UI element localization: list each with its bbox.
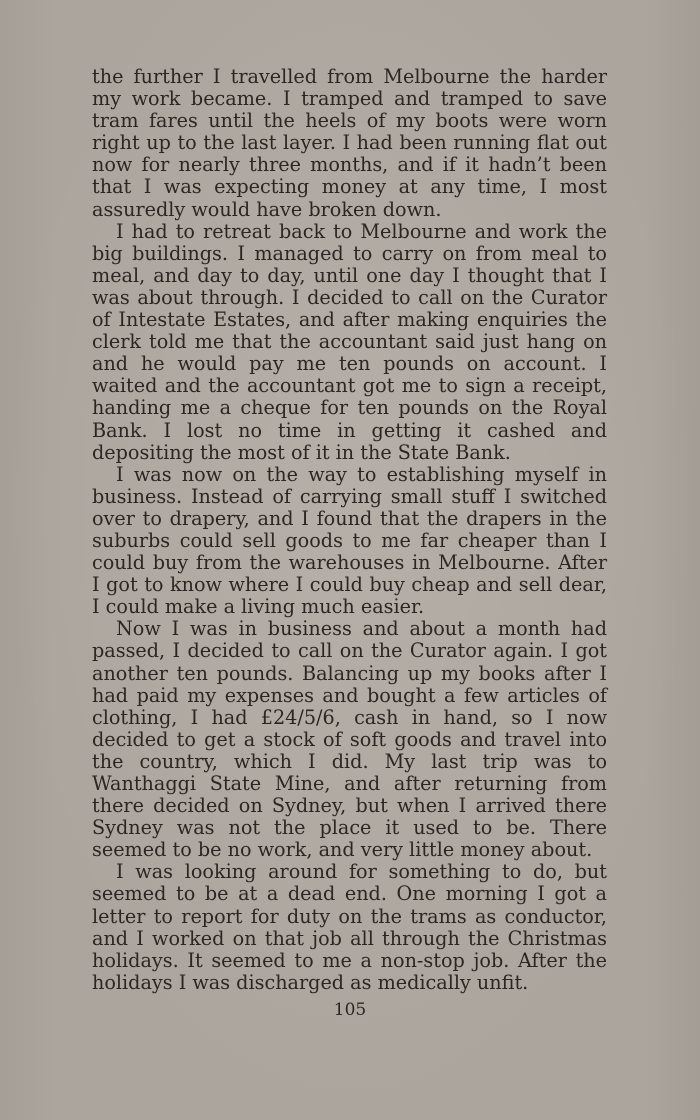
paragraph-4: Now I was in business and about a month had passed, I decided to call on the Curator again. I got another ten pounds. Balancing up my books after I had paid my expenses and bought a few articles of clothing, I had £24/5/6, cash in hand, so I now decided to get a stock of soft goods and travel into the country, which I did. My last trip was to Wanthaggi State Mine, and after returning from there decided on Sydney, but when I arrived there Sydney was not the place it used to be. There seemed to be no work, and very little money about.	[92, 617, 607, 862]
paragraph-2: I had to retreat back to Melbourne and work the big buildings. I managed to carry on from meal to meal, and day to day, until one day I thought that I was about through. I decided to call on the Curator of Intestate Estates, and after making enquiries the clerk told me that the accountant said just hang on and he would pay me ten pounds on account. I waited and the accountant got me to sign a receipt, handing me a cheque for ten pounds on the Royal Bank. I lost no time in getting it cashed and depositing the most of it in the State Bank.	[92, 219, 607, 464]
paragraph-5: I was looking around for something to do, but seemed to be at a dead end. One morning I got a letter to report for duty on the trams as conductor, and I worked on that job all through the Christmas holidays. It seemed to me a non-stop job. After the holidays I was discharged as medically unfit.	[92, 860, 607, 994]
paragraph-3: I was now on the way to establishing myself in business. Instead of carrying small stuff I switched over to drapery, and I found that the drapers in the suburbs could sell goods to me far cheaper than I could buy from the warehouses in Melbourne. After I got to know where I could buy cheap and sell dear, I could make a living much easier.	[92, 462, 607, 619]
paragraph-1: the further I travelled from Melbourne the harder my work became. I tramped and tramped to save tram fares until the heels of my boots were worn right up to the last layer. I had been running flat out now for nearly three months, and if it hadn’t been that I was expecting money at any time, I most assuredly would have broken down.	[92, 65, 607, 221]
body-text	[92, 66, 607, 994]
page-number: 105	[333, 1000, 367, 1020]
